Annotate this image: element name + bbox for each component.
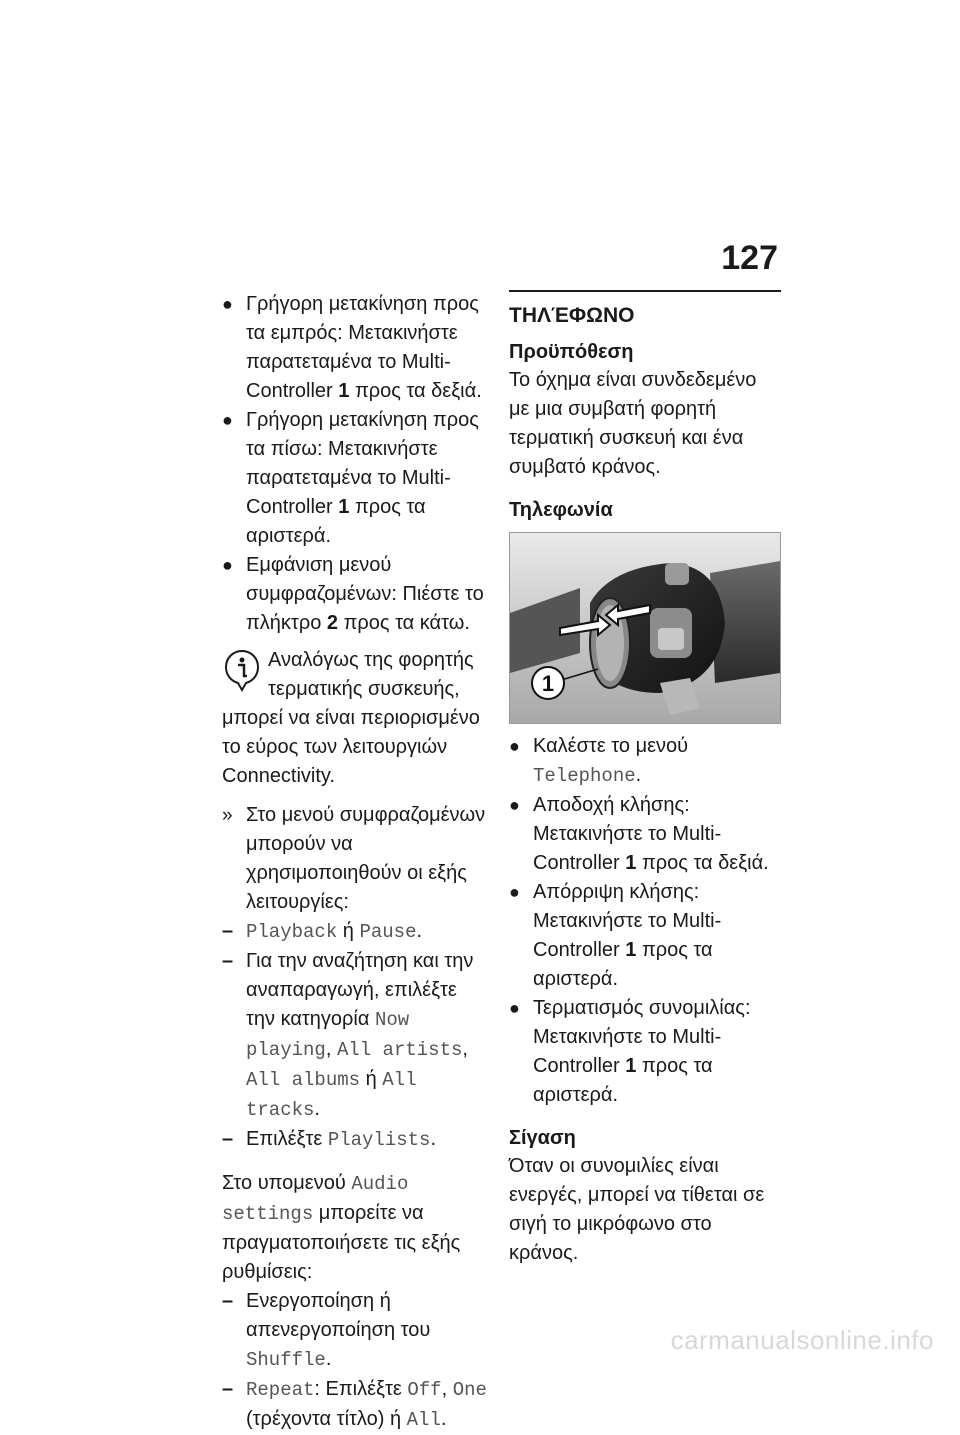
bullet-icon: ●	[509, 998, 520, 1018]
handlebar-photo	[510, 533, 780, 723]
control-number: 1	[625, 939, 637, 961]
item-text: Απόρριψη κλήσης: Μετακινήστε το Multi-Controller	[533, 881, 722, 961]
control-number: 1	[625, 852, 637, 874]
page-number: 127	[721, 239, 778, 277]
arrow-icon: »	[222, 805, 233, 826]
bullet-icon: ●	[222, 294, 233, 314]
menu-option: Playlists	[327, 1129, 431, 1151]
control-number: 1	[338, 496, 350, 518]
item-text: ,	[462, 1038, 468, 1060]
item-text: ,	[325, 1038, 337, 1060]
handlebar-controls-figure	[509, 532, 781, 724]
control-number: 2	[326, 612, 339, 634]
menu-option: Shuffle	[246, 1349, 326, 1371]
submenu-paragraph	[222, 1169, 490, 1287]
item-text: .	[314, 1098, 320, 1120]
item-text: Γρήγορη μετακίνηση προς τα πίσω: Μετακινήστε παρατεταμένα το Multi-Controller	[246, 409, 479, 518]
list-item	[222, 917, 490, 947]
bullet-icon: ●	[509, 882, 520, 902]
right-column	[509, 290, 781, 1268]
prerequisite-text: Το όχημα είναι συνδεδεμένο με μια συμβατή φορητή τερματική συσκευή και ένα συμβατό κράνος.	[509, 369, 757, 478]
menu-option: All	[406, 1409, 441, 1431]
list-item	[222, 406, 490, 551]
item-text: Γρήγορη μετακίνηση προς τα εμπρός: Μετακινήστε παρατεταμένα το Multi-Controller	[246, 293, 479, 402]
control-number: 1	[338, 380, 350, 402]
menu-option: Repeat	[246, 1379, 315, 1401]
item-text: Στο μενού συμφραζομένων μπορούν να χρησιμοποιηθούν οι εξής λειτουργίες:	[246, 804, 486, 913]
list-item	[509, 732, 781, 791]
item-text: .	[416, 920, 423, 942]
list-item	[222, 1375, 490, 1435]
list-item	[222, 947, 490, 1125]
item-text: .	[325, 1348, 332, 1370]
menu-option: Now playing	[246, 1009, 410, 1061]
menu-option: All artists	[336, 1039, 463, 1061]
dash-icon: –	[222, 1128, 234, 1150]
item-text: προς τα αριστερά.	[533, 939, 713, 990]
item-text: Αποδοχή κλήσης: Μετακινήστε το Multi-Controller	[533, 794, 722, 874]
item-text: προς τα δεξιά.	[636, 852, 769, 874]
item-text: .	[430, 1128, 437, 1150]
bullet-icon: ●	[222, 410, 233, 430]
telephony-heading: Τηλεφωνία	[509, 499, 613, 521]
info-icon	[222, 648, 262, 692]
menu-option: One	[452, 1379, 487, 1401]
item-text: προς τα κάτω.	[338, 612, 470, 634]
list-item	[222, 290, 490, 406]
item-text: προς τα αριστερά.	[246, 496, 426, 547]
bullet-icon: ●	[509, 736, 520, 756]
list-item	[222, 1125, 490, 1155]
item-text: Επιλέξτε	[246, 1128, 328, 1150]
bullet-icon: ●	[509, 795, 520, 815]
dash-icon: –	[222, 1378, 234, 1400]
dash-icon: –	[222, 920, 234, 942]
item-text: προς τα δεξιά.	[349, 380, 482, 402]
item-text: μπορείτε να πραγματοποιήσετε τις εξής ρυθμίσεις:	[222, 1202, 461, 1283]
note-text: Αναλόγως της φορητής τερματικής συσκευής, μπορεί να είναι περιορισμένο το εύρος των λειτουργιών Connectivity.	[222, 649, 480, 787]
item-text: Τερματισμός συνομιλίας: Μετακινήστε το Multi-Controller	[533, 997, 751, 1077]
menu-option: Audio settings	[222, 1173, 409, 1225]
mute-text: Όταν οι συνομιλίες είναι ενεργές, μπορεί να τίθεται σε σιγή το μικρόφωνο στο κράνος.	[509, 1155, 765, 1264]
item-text: .	[635, 764, 642, 786]
dash-icon: –	[222, 950, 234, 972]
list-item	[509, 878, 781, 994]
item-text: ή	[360, 1068, 383, 1090]
menu-option: Playback	[246, 921, 338, 943]
list-item	[222, 801, 490, 917]
item-text: ,	[441, 1378, 453, 1400]
item-text: : Επιλέξτε	[314, 1378, 408, 1400]
item-text: .	[440, 1408, 447, 1430]
menu-option: Pause	[359, 921, 417, 943]
prerequisite-heading: Προϋπόθεση	[509, 341, 634, 363]
watermark: carmanualsonline.info	[670, 1325, 934, 1355]
menu-option: All albums	[246, 1069, 361, 1091]
item-text: Εμφάνιση μενού συμφραζομένων: Πιέστε το πλήκτρο	[246, 554, 484, 634]
mute-heading: Σίγαση	[509, 1127, 576, 1149]
item-text: Ενεργοποίηση ή απενεργοποίηση του	[246, 1290, 431, 1341]
section-title: ΤΗΛΈΦΩΝΟ	[509, 290, 781, 330]
item-text: προς τα αριστερά.	[533, 1055, 713, 1106]
figure-label: 1	[541, 671, 555, 696]
list-item	[509, 994, 781, 1110]
item-text: Στο υπομενού	[222, 1172, 352, 1194]
menu-option: All tracks	[246, 1069, 417, 1121]
bullet-icon: ●	[222, 555, 233, 575]
list-item	[509, 791, 781, 878]
list-item	[222, 551, 490, 638]
menu-option: Telephone	[533, 765, 636, 787]
item-text: (τρέχοντα τίτλο) ή	[246, 1408, 407, 1430]
item-text: ή	[337, 920, 360, 942]
info-note	[222, 646, 490, 791]
dash-icon: –	[222, 1290, 234, 1312]
item-text: Για την αναζήτηση και την αναπαραγωγή, επιλέξτε την κατηγορία	[246, 950, 474, 1030]
left-column	[222, 290, 490, 1435]
item-text: Καλέστε το μενού	[533, 735, 689, 757]
control-number: 1	[625, 1055, 637, 1077]
menu-option: Off	[407, 1379, 442, 1401]
